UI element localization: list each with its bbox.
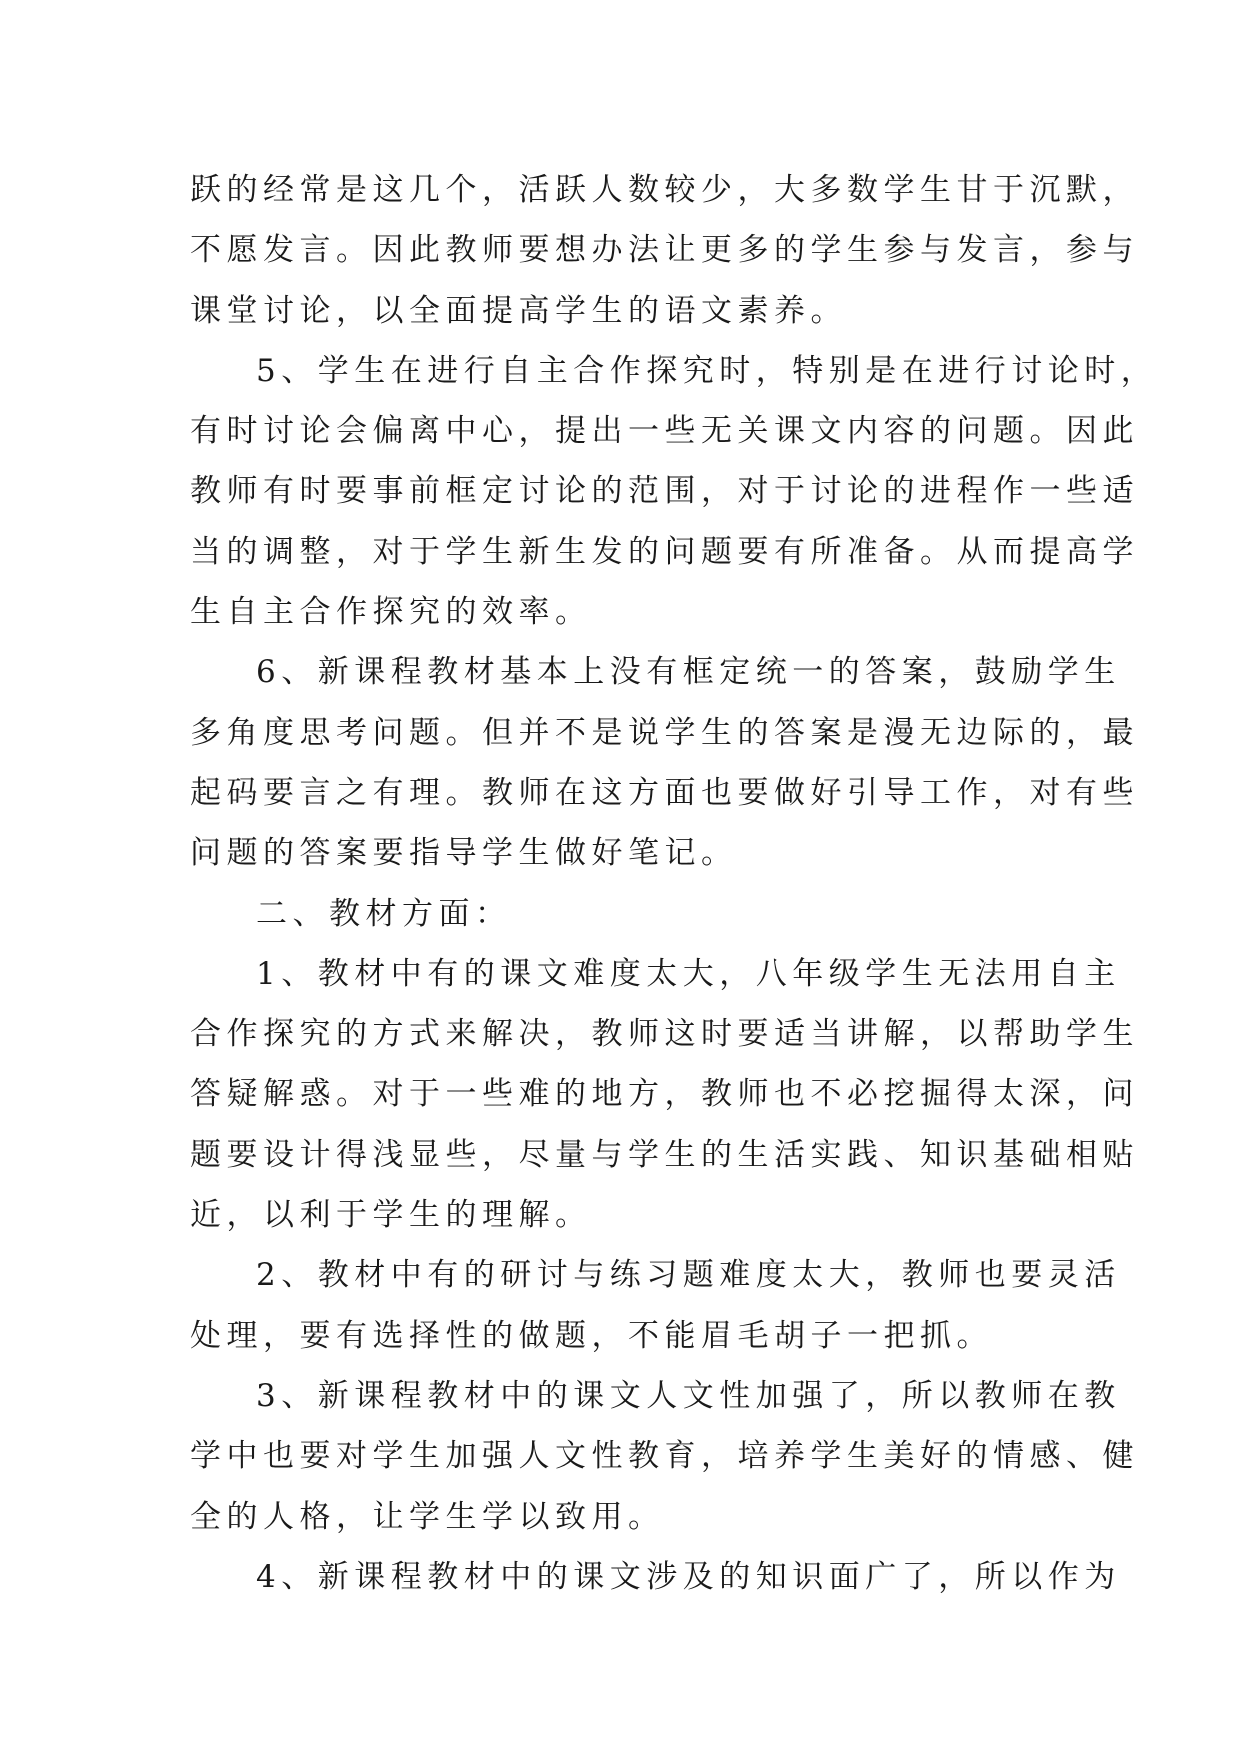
text-line: 近，以利于学生的理解。 bbox=[190, 1197, 592, 1234]
paragraph-start-line: 3、新课程教材中的课文人文性加强了，所以教师在教 bbox=[256, 1377, 1121, 1414]
text-line: 合作探究的方式来解决，教师这时要适当讲解，以帮助学生 bbox=[190, 1016, 1139, 1053]
paragraph-start-line: 2、教材中有的研讨与练习题难度太大，教师也要灵活 bbox=[256, 1257, 1121, 1294]
text-line: 当的调整，对于学生新生发的问题要有所准备。从而提高学 bbox=[190, 533, 1139, 570]
text-line: 不愿发言。因此教师要想办法让更多的学生参与发言，参与 bbox=[190, 232, 1139, 269]
paragraph-start-line: 6、新课程教材基本上没有框定统一的答案，鼓励学生 bbox=[256, 654, 1121, 691]
text-line: 跃的经常是这几个，活跃人数较少，大多数学生甘于沉默， bbox=[190, 172, 1139, 208]
text-line: 答疑解惑。对于一些难的地方，教师也不必挖掘得太深，问 bbox=[190, 1076, 1139, 1113]
text-line: 题要设计得浅显些，尽量与学生的生活实践、知识基础相贴 bbox=[190, 1136, 1139, 1173]
text-line: 生自主合作探究的效率。 bbox=[190, 594, 592, 631]
text-line: 教师有时要事前框定讨论的范围，对于讨论的进程作一些适 bbox=[190, 473, 1139, 510]
text-line: 有时讨论会偏离中心，提出一些无关课文内容的问题。因此 bbox=[190, 413, 1139, 450]
text-line: 处理，要有选择性的做题，不能眉毛胡子一把抓。 bbox=[190, 1317, 993, 1354]
paragraph-start-line: 1、教材中有的课文难度太大，八年级学生无法用自主 bbox=[256, 955, 1121, 992]
text-line: 课堂讨论，以全面提高学生的语文素养。 bbox=[190, 292, 847, 329]
text-line: 问题的答案要指导学生做好笔记。 bbox=[190, 835, 738, 872]
text-line: 全的人格，让学生学以致用。 bbox=[190, 1498, 665, 1535]
section-heading: 二、教材方面： bbox=[256, 895, 512, 932]
text-line: 多角度思考问题。但并不是说学生的答案是漫无边际的，最 bbox=[190, 714, 1139, 751]
paragraph-start-line: 4、新课程教材中的课文涉及的知识面广了，所以作为 bbox=[256, 1558, 1121, 1595]
paragraph-start-line: 5、学生在进行自主合作探究时，特别是在进行讨论时， bbox=[256, 352, 1158, 389]
text-line: 学中也要对学生加强人文性教育，培养学生美好的情感、健 bbox=[190, 1438, 1139, 1475]
text-line: 起码要言之有理。教师在这方面也要做好引导工作，对有些 bbox=[190, 774, 1139, 811]
document-body bbox=[190, 160, 1158, 1607]
